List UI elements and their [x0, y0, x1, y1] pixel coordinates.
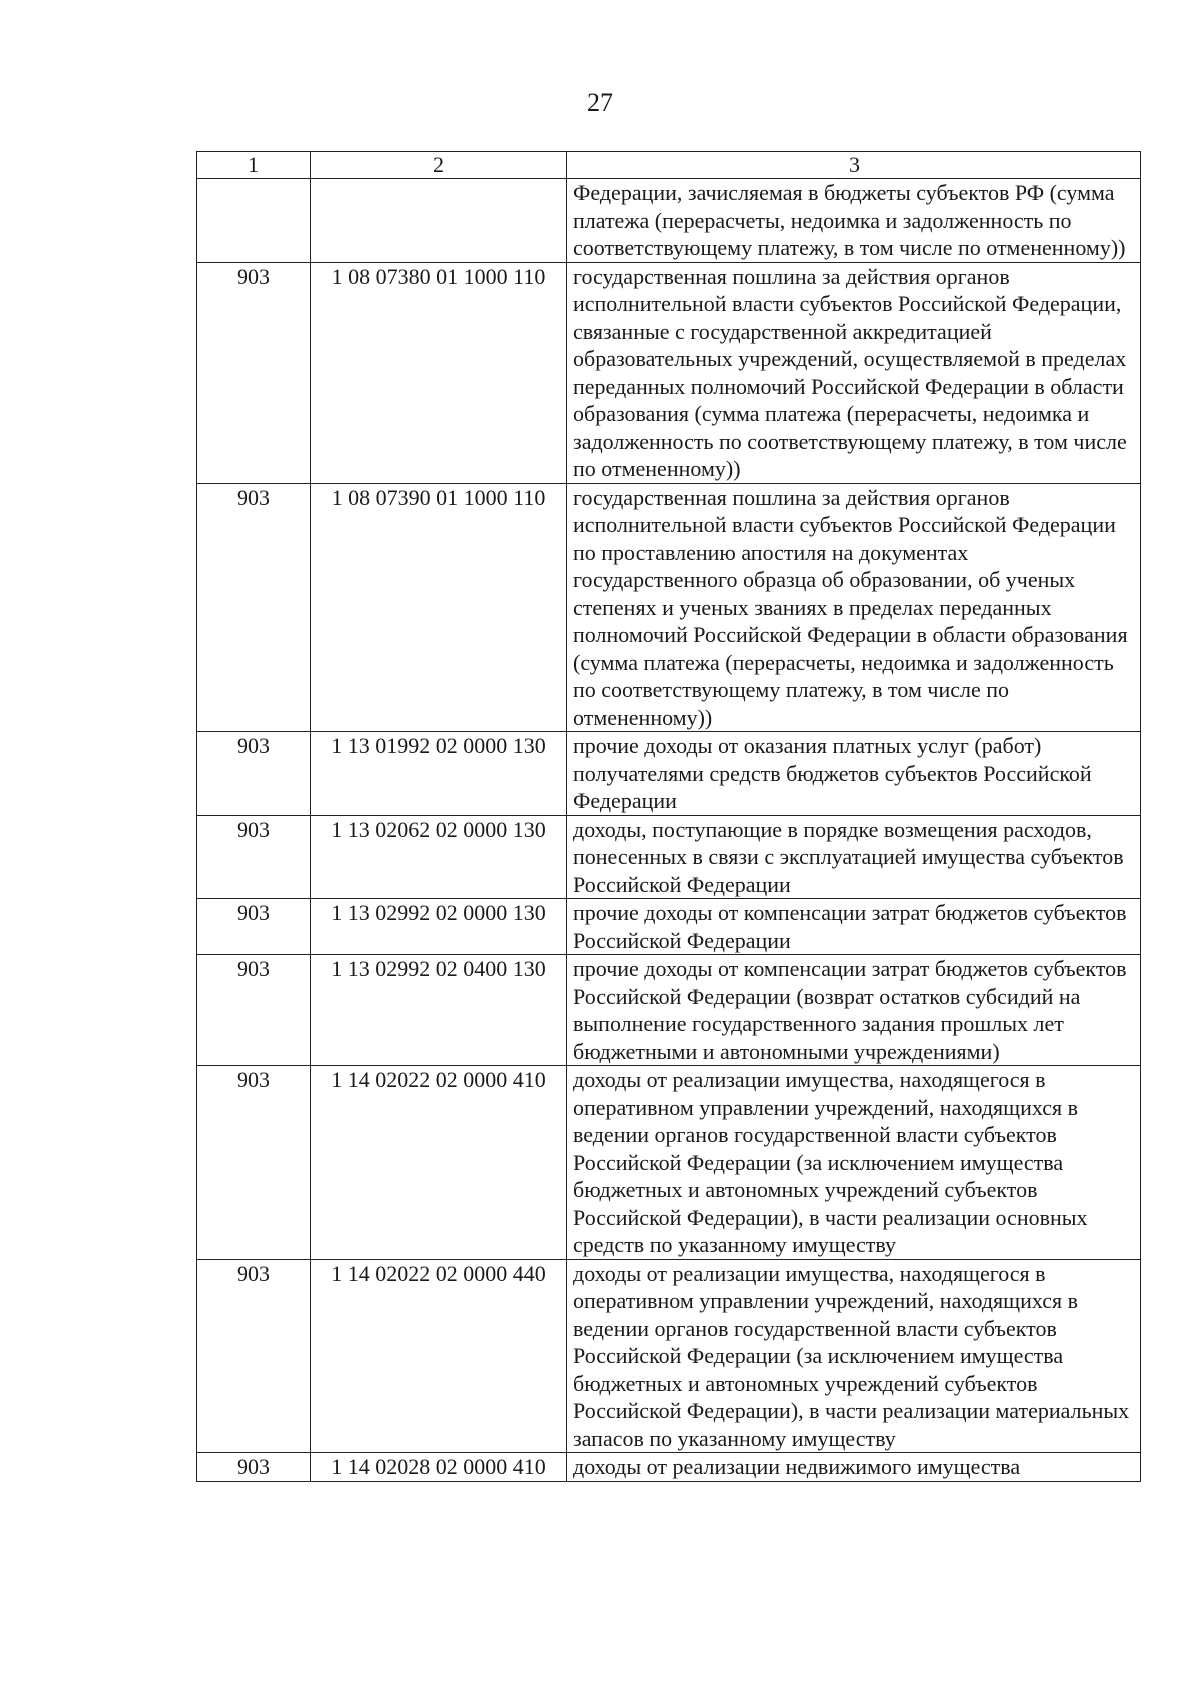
table-row [197, 899, 1141, 955]
budget-code-cell: 1 13 02992 02 0400 130 [311, 955, 567, 1066]
column-header-3: 3 [567, 152, 1141, 179]
budget-code-cell: 1 08 07390 01 1000 110 [311, 483, 567, 732]
budget-code-cell: 1 14 02022 02 0000 410 [311, 1066, 567, 1260]
admin-code-cell: 903 [197, 732, 311, 816]
budget-code-cell: 1 13 01992 02 0000 130 [311, 732, 567, 816]
admin-code-cell: 903 [197, 899, 311, 955]
description-cell: доходы от реализации имущества, находящегося в оперативном управлении учреждений, находящихся в ведении органов государственной власти субъектов Российской Федерации (за исключением имущества бюджетных и автономных учреждений субъектов Российской Федерации), в части реализации основных средств по указанному имуществу [567, 1066, 1141, 1260]
description-cell: прочие доходы от компенсации затрат бюджетов субъектов Российской Федерации (возврат остатков субсидий на выполнение государственного задания прошлых лет бюджетными и автономными учреждениями) [567, 955, 1141, 1066]
table-row [197, 955, 1141, 1066]
table-row [197, 1453, 1141, 1482]
budget-code-cell: 1 14 02022 02 0000 440 [311, 1259, 567, 1453]
page-number: 27 [587, 88, 613, 117]
table-row [197, 815, 1141, 899]
table-row [197, 179, 1141, 263]
description-cell: государственная пошлина за действия органов исполнительной власти субъектов Российской Федерации по проставлению апостиля на документах государственного образца об образовании, об ученых степенях и ученых званиях в пределах переданных полномочий Российской Федерации в области образования (сумма платежа (перерасчеты, недоимка и задолженность по соответствующему платежу, в том числе по отмененному)) [567, 483, 1141, 732]
description-cell: доходы от реализации недвижимого имущества [567, 1453, 1141, 1482]
budget-code-cell: 1 13 02992 02 0000 130 [311, 899, 567, 955]
table-header-row [197, 152, 1141, 179]
budget-code-cell [311, 179, 567, 263]
table-row [197, 732, 1141, 816]
description-cell: прочие доходы от компенсации затрат бюджетов субъектов Российской Федерации [567, 899, 1141, 955]
budget-code-cell: 1 14 02028 02 0000 410 [311, 1453, 567, 1482]
admin-code-cell: 903 [197, 1066, 311, 1260]
column-header-2: 2 [311, 152, 567, 179]
revenue-codes-table [196, 151, 1141, 1482]
table-row [197, 1066, 1141, 1260]
budget-code-cell: 1 08 07380 01 1000 110 [311, 262, 567, 483]
description-cell: государственная пошлина за действия органов исполнительной власти субъектов Российской Федерации, связанные с государственной аккредитацией образовательных учреждений, осуществляемой в пределах переданных полномочий Российской Федерации в области образования (сумма платежа (перерасчеты, недоимка и задолженность по соответствующему платежу, в том числе по отмененному)) [567, 262, 1141, 483]
description-cell: доходы, поступающие в порядке возмещения расходов, понесенных в связи с эксплуатацией имущества субъектов Российской Федерации [567, 815, 1141, 899]
description-cell: доходы от реализации имущества, находящегося в оперативном управлении учреждений, находящихся в ведении органов государственной власти субъектов Российской Федерации (за исключением имущества бюджетных и автономных учреждений субъектов Российской Федерации), в части реализации материальных запасов по указанному имуществу [567, 1259, 1141, 1453]
admin-code-cell: 903 [197, 1453, 311, 1482]
admin-code-cell: 903 [197, 262, 311, 483]
description-cell: прочие доходы от оказания платных услуг (работ) получателями средств бюджетов субъектов Российской Федерации [567, 732, 1141, 816]
column-header-1: 1 [197, 152, 311, 179]
admin-code-cell: 903 [197, 955, 311, 1066]
admin-code-cell: 903 [197, 1259, 311, 1453]
admin-code-cell: 903 [197, 483, 311, 732]
admin-code-cell: 903 [197, 815, 311, 899]
description-cell: Федерации, зачисляемая в бюджеты субъектов РФ (сумма платежа (перерасчеты, недоимка и задолженность по соответствующему платежу, в том числе по отмененному)) [567, 179, 1141, 263]
budget-code-cell: 1 13 02062 02 0000 130 [311, 815, 567, 899]
table-row [197, 1259, 1141, 1453]
admin-code-cell [197, 179, 311, 263]
table-row [197, 483, 1141, 732]
table-row [197, 262, 1141, 483]
